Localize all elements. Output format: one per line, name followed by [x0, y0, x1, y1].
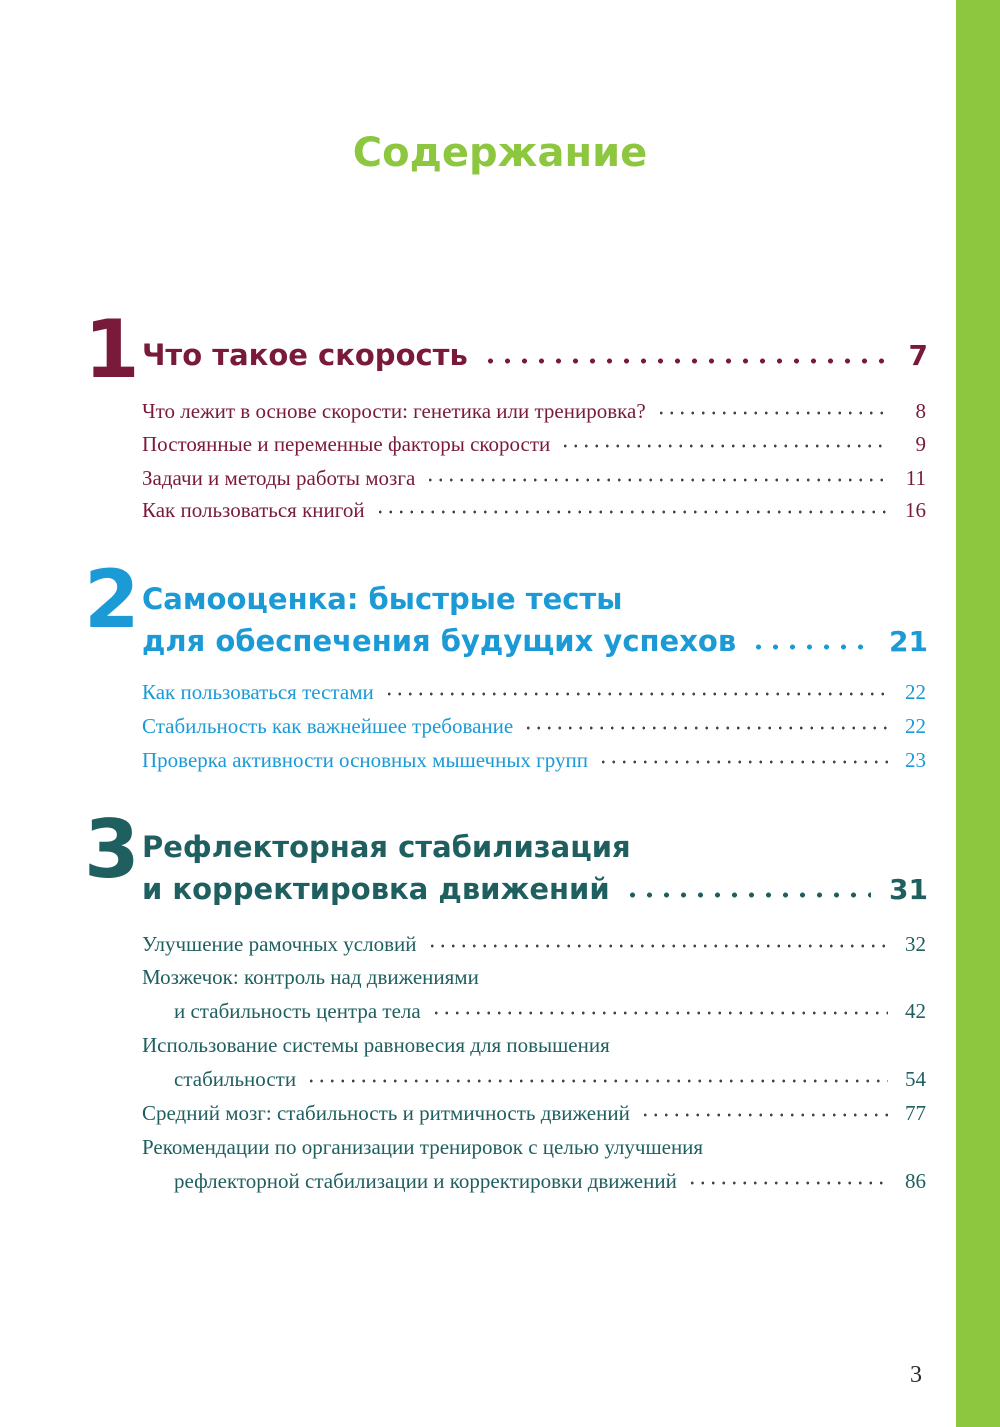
entry-title: и стабильность центра тела — [174, 999, 421, 1023]
entry-page: 22 — [905, 714, 926, 738]
entry-title: Средний мозг: стабильность и ритмичность движений — [142, 1101, 630, 1125]
dot-leader — [656, 410, 888, 416]
toc-entry[interactable] — [142, 960, 926, 1028]
dot-leader — [425, 477, 888, 483]
chapter-title-line: и корректировка движений — [142, 872, 610, 906]
toc-entry[interactable] — [142, 1028, 926, 1096]
chapter-heading[interactable] — [142, 826, 928, 911]
chapter-number: 2 — [84, 553, 140, 646]
entry-title: Задачи и методы работы мозга — [142, 466, 416, 490]
dot-leader — [427, 943, 889, 949]
dot-leader — [560, 443, 888, 449]
entry-title: Что лежит в основе скорости: генетика или тренировка? — [142, 399, 646, 423]
toc-entry[interactable] — [142, 675, 926, 709]
dot-leader — [750, 643, 871, 651]
entry-page: 86 — [905, 1169, 926, 1193]
entry-title: Мозжечок: контроль над движениями — [142, 965, 479, 989]
toc-entry[interactable] — [142, 927, 926, 961]
dot-leader — [482, 357, 891, 365]
entry-page: 77 — [905, 1101, 926, 1125]
chapter-page: 31 — [889, 873, 928, 906]
chapter-title: Что такое скорость — [142, 338, 468, 372]
toc-entry[interactable] — [142, 427, 926, 461]
entry-title: Как пользоваться книгой — [142, 498, 365, 522]
entry-title: Использование системы равновесия для повышения — [142, 1033, 610, 1057]
dot-leader — [431, 1010, 888, 1016]
entry-title: Проверка активности основных мышечных групп — [142, 748, 588, 772]
chapter-heading[interactable] — [142, 578, 928, 663]
dot-leader — [384, 691, 888, 697]
entry-title: стабильности — [174, 1067, 297, 1091]
dot-leader — [687, 1180, 888, 1186]
dot-leader — [375, 509, 888, 515]
chapter-title-line: для обеспечения будущих успехов — [142, 624, 737, 658]
toc-entry[interactable] — [142, 461, 926, 495]
entry-title: рефлекторной стабилизации и корректировки движений — [174, 1169, 677, 1193]
entry-page: 9 — [915, 432, 926, 456]
chapter-page: 7 — [908, 339, 928, 372]
toc-entry[interactable] — [142, 709, 926, 743]
entry-title: Улучшение рамочных условий — [142, 932, 417, 956]
entry-page: 22 — [905, 680, 926, 704]
chapter-heading[interactable] — [142, 334, 928, 377]
dot-leader — [306, 1078, 888, 1084]
entry-title: Постоянные и переменные факторы скорости — [142, 432, 551, 456]
green-edge-band — [956, 0, 1000, 1427]
chapter-title-line: Рефлекторная стабилизация — [142, 830, 631, 864]
page-number: 3 — [910, 1362, 922, 1388]
entry-page: 32 — [905, 932, 926, 956]
chapter-number: 3 — [84, 803, 140, 896]
entry-title: Стабильность как важнейшее требование — [142, 714, 514, 738]
entry-page: 23 — [905, 748, 926, 772]
chapter-page: 21 — [889, 625, 928, 658]
dot-leader — [624, 891, 871, 899]
entry-title: Рекомендации по организации тренировок с целью улучшения — [142, 1135, 704, 1159]
toc-entry[interactable] — [142, 743, 926, 777]
toc-entry[interactable] — [142, 1096, 926, 1130]
page-title: Содержание — [352, 130, 648, 176]
entry-page: 16 — [905, 498, 926, 522]
entry-page: 54 — [905, 1067, 926, 1091]
toc-entry[interactable] — [142, 394, 926, 428]
entry-page: 42 — [905, 999, 926, 1023]
dot-leader — [523, 725, 888, 731]
toc-entry[interactable] — [142, 493, 926, 527]
toc-entry[interactable] — [142, 1130, 926, 1198]
dot-leader — [640, 1112, 888, 1118]
chapter-number: 1 — [84, 303, 140, 396]
dot-leader — [598, 759, 888, 765]
entry-title: Как пользоваться тестами — [142, 680, 374, 704]
entry-page: 8 — [915, 399, 926, 423]
chapter-title-line: Самооценка: быстрые тесты — [142, 582, 623, 616]
entry-page: 11 — [905, 466, 926, 490]
